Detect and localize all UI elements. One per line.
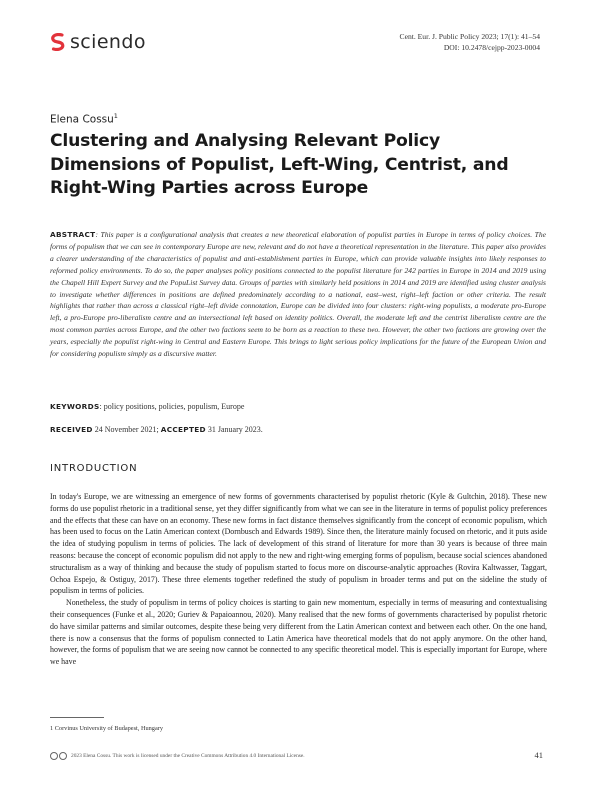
journal-citation-block xyxy=(400,32,540,53)
body-paragraph: Nonetheless, the study of populism in terms of policy choices is starting to gain new momentum, especially in terms of measuring and contextualising their consequences (Funke et al., 2020; Guriev & Papaioannou, 2020). Many realised that the new forms of governments characterised by populist rhetoric do have similar patterns and similar outcomes, despite these being very different from the Latin American context and between each other. On the one hand, there is now a consensus that the forms of populism connected to Latin America have theoretical models that do not apply anymore. On the other hand, however, the forms of populism that we are seeing now cannot be connected to any specific theoretical model. This is especially important for Europe, where we have xyxy=(50,598,547,667)
accepted-date: 31 January 2023. xyxy=(205,425,263,434)
by-icon xyxy=(59,752,67,760)
author-affiliation-marker[interactable]: 1 xyxy=(113,112,118,120)
section-heading-introduction: INTRODUCTION xyxy=(50,463,138,474)
sciendo-logo-icon xyxy=(50,33,66,51)
received-date: 24 November 2021; xyxy=(92,425,161,434)
logo-text: sciendo xyxy=(70,31,146,53)
footnote: 1 Corvinus University of Budapest, Hungary xyxy=(50,725,163,732)
cc-icon xyxy=(50,752,58,760)
page-number: 41 xyxy=(534,750,543,760)
publisher-logo[interactable] xyxy=(50,33,146,51)
abstract-text: : This paper is a configurational analysis that creates a new theoretical elaboration of populist parties in Europe in terms of policy choices. The forms of populism that we can see in contemporary Europe are new, relevant and do not have a theoretical representation in the literature. This paper also provides a clearer understanding of the characteristics of populist and anti-establishment parties in Europe, which can provide valuable insights into likely responses to reformed policy environments. To do so, the paper analyses policy positions connected to the populist literature for 242 parties in Europe in 2014 and 2019 using the Chapell Hill Expert Survey and the PopuList Survey data. Groups of parties with similarly held positions in 2014 and 2019 are identified using cluster analysis to investigate whether differences in positions are defined predominately according to a national, east–west, right–left faction or other criteria. The result highlights that rather than across a classical right–left divide connotation, Europe can be divided into four clusters: right-wing populists, a moderate pro-Europe left, a pro-Europe pro-liberalism centre and an intersectional left based on identity politics. Overall, the moderate left and the centrist liberalism centre are the most common parties across Europe, and the other two factions seem to be born as a reaction to these two. However, the other two factions are growing over the years, especially the populist right-wing in Central and Eastern Europe. This brings to light serious policy implications for the future of the European Union and for considering populism simply as a discursive matter. xyxy=(50,230,546,359)
keywords xyxy=(50,402,244,411)
author-name: Elena Cossu xyxy=(50,113,114,126)
accepted-label: ACCEPTED xyxy=(160,425,206,434)
article-dates xyxy=(50,425,263,434)
article-title: Clustering and Analysing Relevant Policy Dimensions of Populist, Left-Wing, Centrist, and Right-Wing Parties across Europe xyxy=(50,131,509,198)
creative-commons-icon[interactable] xyxy=(50,752,67,760)
license-text: 2023 Elena Cossu. This work is licensed under the Creative Commons Attribution 4.0 International License. xyxy=(71,753,305,759)
license-line xyxy=(50,752,305,760)
doi[interactable]: DOI: 10.2478/cejpp-2023-0004 xyxy=(443,42,540,52)
keywords-label: KEYWORDS xyxy=(50,402,100,411)
keywords-text: : policy positions, policies, populism, Europe xyxy=(99,402,245,411)
footnote-divider xyxy=(50,717,104,718)
abstract xyxy=(50,229,546,360)
journal-citation: Cent. Eur. J. Public Policy 2023; 17(1): 41–54 xyxy=(399,32,540,41)
author-line xyxy=(50,112,118,126)
introduction-body xyxy=(50,491,547,668)
received-label: RECEIVED xyxy=(50,425,93,434)
abstract-label: ABSTRACT xyxy=(50,230,96,239)
body-paragraph: In today's Europe, we are witnessing an emergence of new forms of governments characterised by populist rhetoric (Kyle & Gultchin, 2018). These new forms do use populist rhetoric in a traditional sense, yet they differ significantly from what we can see in the literature in terms of populist policy preferences and the effects that these can have on an economy. These new forms in fact distance themselves significantly from the concept of economic populism, which has been used to focus on the Latin American context (Dornbusch and Edwards 1989). Since then, the literature mainly focused on rhetoric, and it puts aside the idea of studying populism in terms of policies. The lack of development of this strand of literature for more than 30 years is because of three main reasons: because the concept of economic populism did not apply to the new and right-wing emerging forms of populism, because social sciences abandoned structuralism as a way of thinking and because the study of populism started to focus more on discourse-analytic approaches (Rovira Kaltwasser, Taggart, Ochoa Espejo, & Ostiguy, 2017). These three elements together redefined the study of populism in broader terms and put on the sideline the study of populism in terms of policies. xyxy=(50,492,547,596)
